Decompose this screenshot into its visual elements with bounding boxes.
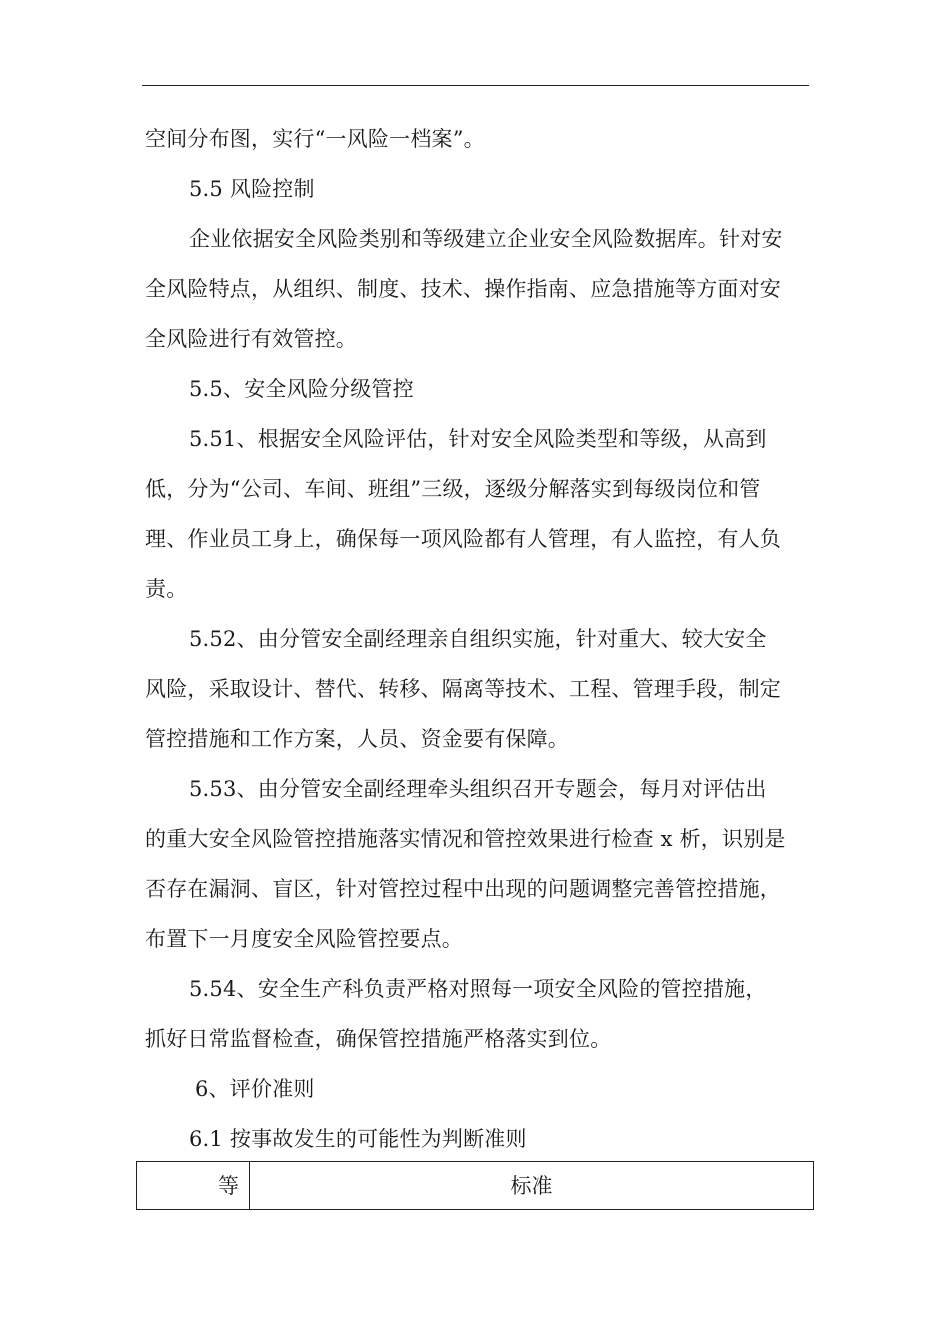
subsection-heading-6-1: 6.1 按事故发生的可能性为判断准则 bbox=[189, 1127, 527, 1151]
paragraph-line: 低，分为“公司、车间、班组”三级，逐级分解落实到每级岗位和管 bbox=[145, 477, 761, 501]
table-header-grade: 等 bbox=[137, 1162, 250, 1209]
paragraph-line: 理、作业员工身上，确保每一项风险都有人管理，有人监控，有人负 bbox=[145, 527, 781, 551]
paragraph-line: 全风险进行有效管控。 bbox=[145, 327, 357, 351]
paragraph-line: 5.52、由分管安全副经理亲自组织实施，针对重大、较大安全 bbox=[189, 627, 767, 651]
paragraph-line: 企业依据安全风险类别和等级建立企业安全风险数据库。针对安 bbox=[189, 227, 783, 251]
table-header-standard: 标准 bbox=[510, 1174, 553, 1198]
document-body bbox=[145, 114, 809, 1164]
header-rule bbox=[142, 85, 809, 86]
paragraph-line: 5.53、由分管安全副经理牵头组织召开专题会，每月对评估出 bbox=[189, 777, 767, 801]
paragraph-line: 的重大安全风险管控措施落实情况和管控效果进行检查 x 析，识别是 bbox=[145, 827, 786, 851]
paragraph-line: 责。 bbox=[145, 577, 188, 601]
paragraph-line: 管控措施和工作方案，人员、资金要有保障。 bbox=[145, 727, 569, 751]
paragraph-line: 抓好日常监督检查，确保管控措施严格落实到位。 bbox=[145, 1027, 612, 1051]
paragraph-line: 否存在漏洞、盲区，针对管控过程中出现的问题调整完善管控措施， bbox=[145, 877, 781, 901]
paragraph-line: 全风险特点，从组织、制度、技术、操作指南、应急措施等方面对安 bbox=[145, 277, 781, 301]
section-heading-risk-grading: 5.5、安全风险分级管控 bbox=[189, 377, 414, 401]
paragraph-line: 5.51、根据安全风险评估，针对安全风险类型和等级，从高到 bbox=[189, 427, 767, 451]
paragraph-line: 空间分布图，实行“一风险一档案”。 bbox=[145, 127, 485, 151]
paragraph-line: 风险，采取设计、替代、转移、隔离等技术、工程、管理手段，制定 bbox=[145, 677, 781, 701]
paragraph-line: 布置下一月度安全风险管控要点。 bbox=[145, 927, 463, 951]
paragraph-line: 5.54、安全生产科负责严格对照每一项安全风险的管控措施， bbox=[189, 977, 767, 1001]
section-heading-evaluation-criteria: 6、评价准则 bbox=[195, 1077, 315, 1101]
section-heading-5-5: 5.5 风险控制 bbox=[189, 177, 315, 201]
criteria-table-header-row bbox=[136, 1161, 814, 1210]
